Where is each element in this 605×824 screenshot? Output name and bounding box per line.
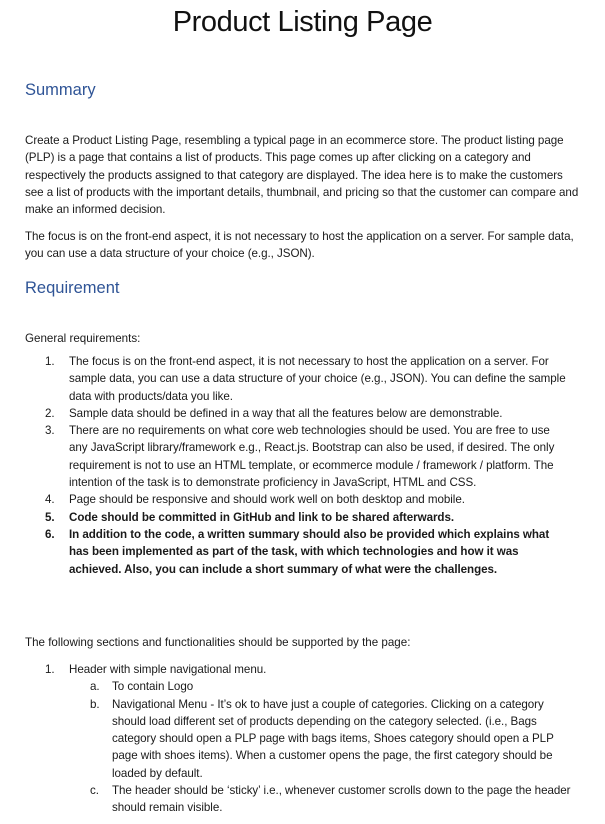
list-number: 1. — [45, 663, 55, 676]
list-item — [0, 661, 589, 817]
summary-paragraph-2: The focus is on the front-end aspect, it is not necessary to host the application on a server. For sample data, you can use a data structure of your choice (e.g., JSON). — [25, 230, 574, 261]
requirements-list — [0, 353, 600, 578]
page-title: Product Listing Page — [172, 6, 433, 38]
list-item-text: Header with simple navigational menu. — [69, 663, 267, 676]
sub-list-text: The header should be ‘sticky’ i.e., whenever customer scrolls down to the page the header should remain visible. — [112, 784, 571, 815]
list-item-text: Page should be responsive and should work well on both desktop and mobile. — [69, 493, 465, 507]
features-intro: The following sections and functionalities should be supported by the page: — [25, 636, 411, 649]
sub-list-item — [69, 782, 574, 817]
list-number: 2. — [45, 406, 55, 420]
summary-heading: Summary — [25, 81, 96, 99]
list-item — [0, 353, 569, 405]
sub-list-letter: b. — [90, 697, 100, 711]
summary-paragraph-1: Create a Product Listing Page, resembling a typical page in an ecommerce store. The product listing page (PLP) is a page that contains a list of products. This page comes up after clicking on a category and respectively the products assigned to that category are displayed. The idea here is to make the customers see a list of products with the important details, thumbnail, and pricing so that the customer can compare and make an informed decision. — [25, 134, 579, 217]
sub-list-item — [69, 678, 574, 695]
list-number: 1. — [45, 355, 55, 368]
list-number: 4. — [45, 493, 55, 507]
sub-list — [69, 678, 589, 816]
sub-list-letter: a. — [90, 680, 100, 694]
list-item — [0, 491, 569, 508]
list-item — [0, 526, 569, 578]
general-requirements-label: General requirements: — [25, 332, 141, 345]
features-list — [0, 661, 600, 817]
list-item-text: Code should be committed in GitHub and link to be shared afterwards. — [69, 510, 455, 524]
list-item-text: Sample data should be defined in a way that all the features below are demonstrable. — [69, 406, 503, 420]
list-number: 5. — [45, 510, 55, 524]
list-item — [0, 422, 569, 491]
sub-list-item — [69, 696, 574, 782]
list-item-text: There are no requirements on what core web technologies should be used. You are free to use any JavaScript library/framework e.g., React.js. Bootstrap can also be used, if desired. The only requirement is not to use an HTML template, or ecommerce module / framework / platform. The intention of the task is to demonstrate proficiency in JavaScript, HTML and CSS. — [69, 424, 555, 490]
list-number: 6. — [45, 527, 55, 541]
sub-list-text: Navigational Menu - It’s ok to have just a couple of categories. Clicking on a category should load different set of products depending on the category selected. (i.e., Bags category should open a PLP page with bags items, Shoes category should open a PLP page with shoes items). When a customer opens the page, the first category should be loaded by default. — [112, 697, 554, 780]
list-item — [0, 405, 569, 422]
list-number: 3. — [45, 424, 55, 438]
requirement-heading: Requirement — [25, 279, 120, 297]
list-item-text: In addition to the code, a written summary should also be provided which explains what has been implemented as part of the task, with which technologies and how it was achieved. Also, you can include a short summary of what were the challenges. — [69, 527, 550, 576]
list-item — [0, 509, 569, 526]
list-item-text: The focus is on the front-end aspect, it is not necessary to host the application on a server. For sample data, you can use a data structure of your choice (e.g., JSON). You can define the sample data with products/data you like. — [69, 355, 566, 403]
sub-list-letter: c. — [90, 784, 99, 798]
sub-list-text: To contain Logo — [112, 680, 194, 694]
